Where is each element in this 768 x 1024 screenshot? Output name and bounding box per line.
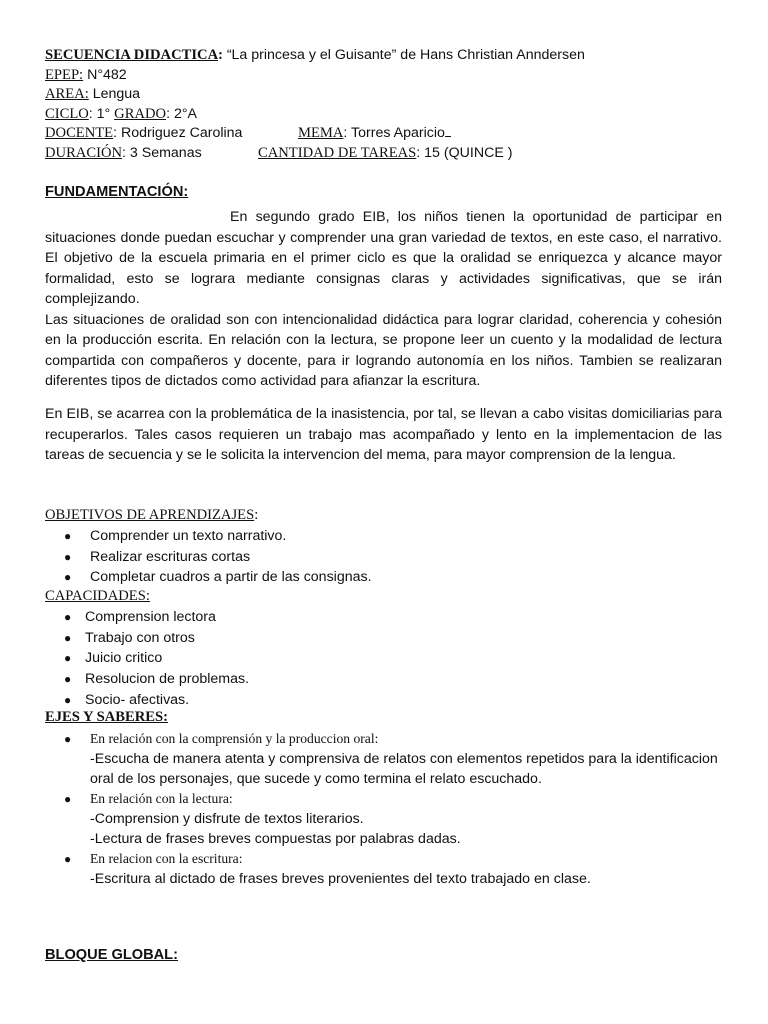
header-docente — [45, 124, 242, 144]
objetivos-list — [45, 526, 372, 588]
header-area — [45, 85, 140, 105]
secuencia-label: SECUENCIA DIDACTICA — [45, 47, 219, 63]
secuencia-value: “La princesa y el Guisante” de Hans Christian Anndersen — [222, 47, 585, 63]
duracion-value: : 3 Semanas — [122, 144, 202, 161]
bullet-icon: ● — [64, 852, 72, 866]
list-item — [45, 547, 372, 568]
header-ciclo-grado — [45, 105, 197, 125]
list-item-text: Socio- afectivas. — [85, 691, 190, 708]
secuencia-colon: : — [218, 47, 223, 63]
header-secuencia — [45, 46, 585, 66]
list-item — [45, 669, 249, 690]
bullet-icon: ● — [64, 651, 72, 666]
docente-label: DOCENTE — [45, 125, 114, 141]
area-value: Lengua — [88, 86, 141, 102]
objetivos-label — [45, 507, 258, 524]
objetivos-colon: : — [254, 507, 259, 523]
tareas-label: CANTIDAD DE TAREAS — [258, 144, 417, 161]
ciclo-label: CICLO — [45, 105, 89, 122]
list-item — [45, 789, 730, 849]
epep-label: EPEP: — [45, 66, 84, 83]
fundamentacion-title: FUNDAMENTACIÓN: — [45, 184, 189, 200]
capacidades-label: CAPACIDADES: — [45, 588, 150, 604]
eje-line: -Escritura al dictado de frases breves provenientes del texto trabajado en clase. — [90, 871, 591, 887]
header-epep — [45, 66, 127, 86]
fundamentacion-paragraph-1 — [45, 207, 722, 310]
list-item-text: Resolucion de problemas. — [85, 671, 250, 688]
list-item — [45, 526, 372, 547]
list-item — [45, 607, 249, 628]
fundamentacion-p3-text: En EIB, se acarrea con la problemática de la inasistencia, por tal, se llevan a cabo visitas domiciliarias para recuperarlos. Tales casos requieren un trabajo mas acompañado y lento en la implementacion de las tareas de secuencia y se le solicita la intervencion del mema, para mayor comprension de la lengua. — [45, 406, 722, 463]
bullet-icon: ● — [64, 570, 72, 585]
bullet-icon: ● — [64, 672, 72, 687]
list-item-text: Completar cuadros a partir de las consignas. — [90, 569, 372, 586]
list-item-text: Comprender un texto narrativo. — [90, 528, 287, 544]
bullet-icon: ● — [64, 692, 72, 707]
eje-line: -Escucha de manera atenta y comprensiva de relatos con elementos repetidos para la identificacion oral de los personajes, que sucede y como termina el relato escuchado. — [90, 751, 718, 787]
grado-value: : 2°A — [166, 105, 197, 122]
bullet-icon: ● — [64, 792, 72, 806]
tareas-value: : 15 (QUINCE ) — [416, 144, 513, 161]
mema-label: MEMA — [298, 125, 344, 141]
list-item-text: Comprension lectora — [85, 609, 216, 625]
bullet-icon: ● — [64, 630, 72, 645]
header-tareas — [258, 144, 512, 164]
list-item — [45, 567, 372, 588]
ejes-label: EJES Y SABERES: — [45, 709, 169, 725]
capacidades-list — [45, 607, 249, 711]
grado-label: GRADO — [114, 105, 167, 122]
bloque-global-title: BLOQUE GLOBAL: — [45, 947, 178, 963]
eje-line: -Lectura de frases breves compuestas por palabras dadas. — [90, 831, 461, 847]
eje-heading: En relación con la lectura: — [90, 791, 233, 806]
fundamentacion-p1-text: En segundo grado EIB, los niños tienen la oportunidad de participar en situaciones donde puedan escuchar y comprender una gran variedad de textos, en este caso, el narrativo. El objetivo de la escuela primaria en el primer ciclo es que la oralidad se enriquezca y alcance mayor formalidad, esto se lograra mediante consignas claras y actividades significativas, que se irán complejizando. — [45, 209, 722, 307]
list-item — [45, 628, 249, 649]
duracion-label: DURACIÓN — [45, 144, 123, 161]
bullet-icon: ● — [64, 549, 72, 564]
list-item-text: Trabajo con otros — [85, 629, 195, 646]
fundamentacion-p2-text: Las situaciones de oralidad son con intencionalidad didáctica para lograr claridad, coherencia y cohesión en la producción escrita. En relación con la lectura, se propone leer un cuento y la modalidad de lectura compartida con compañeros y docente, para ir logrando autonomía en los niños. Tambien se realizaran diferentes tipos de dictados como actividad para afianzar la escritura. — [45, 311, 722, 389]
list-item-text: Realizar escrituras cortas — [90, 548, 251, 565]
fundamentacion-paragraph-3 — [45, 404, 722, 466]
list-item — [45, 648, 249, 669]
eje-heading: En relacion con la escritura: — [90, 851, 243, 866]
bullet-icon: ● — [64, 732, 72, 746]
ejes-list — [45, 729, 730, 889]
docente-value: : Rodriguez Carolina — [113, 125, 243, 141]
epep-value: N°482 — [83, 66, 127, 83]
bullet-icon: ● — [64, 610, 72, 624]
bullet-icon: ● — [64, 529, 72, 543]
header-duracion — [45, 144, 202, 164]
list-item — [45, 729, 730, 789]
fundamentacion-paragraph-2 — [45, 310, 722, 392]
area-label: AREA: — [45, 86, 89, 102]
eje-line: -Comprension y disfrute de textos literarios. — [90, 811, 364, 827]
header-mema — [298, 124, 451, 144]
list-item — [45, 849, 730, 889]
list-item — [45, 690, 249, 711]
eje-heading: En relación con la comprensión y la produccion oral: — [90, 731, 379, 746]
objetivos-label-text: OBJETIVOS DE APRENDIZAJES — [45, 507, 255, 523]
ciclo-value: : 1° — [88, 105, 115, 122]
mema-value: : Torres Aparicio — [343, 125, 445, 141]
list-item-text: Juicio critico — [85, 650, 163, 667]
